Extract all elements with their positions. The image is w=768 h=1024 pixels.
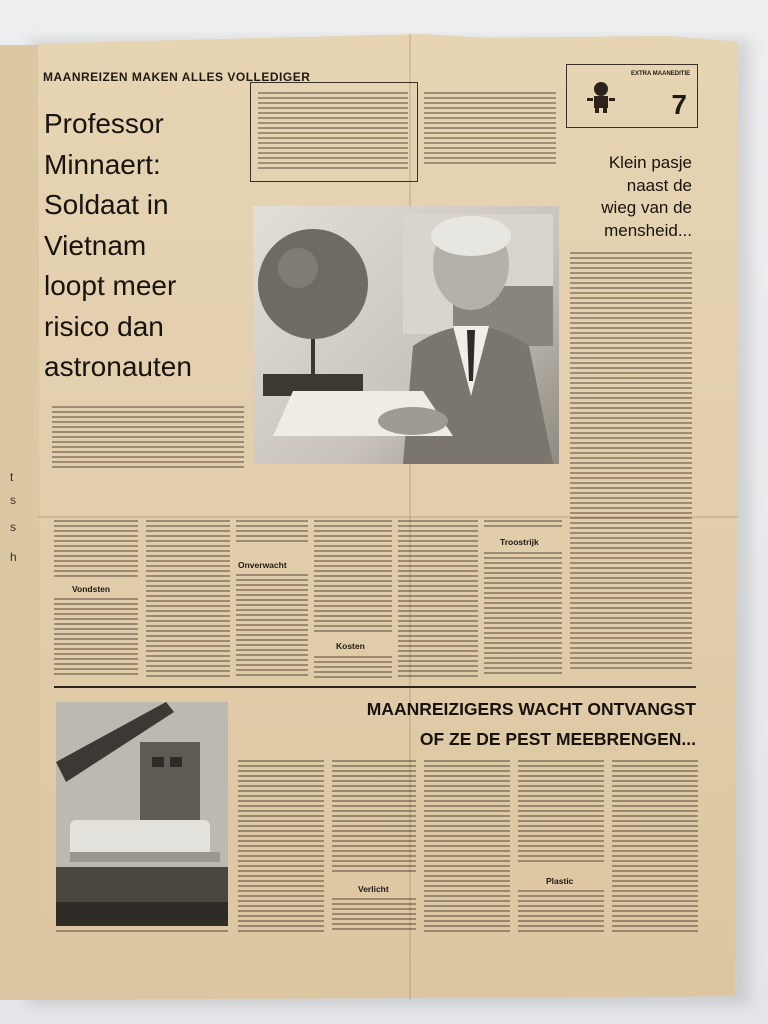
article-column xyxy=(314,656,392,682)
headline-line: loopt meer xyxy=(44,270,177,301)
bottom-article-column xyxy=(332,760,416,876)
professor-photo xyxy=(253,206,559,464)
headline-line: Soldaat in xyxy=(44,189,169,220)
section-label: EXTRA MAANEDITIE xyxy=(631,71,691,77)
sidebar-headline-line: wieg van de xyxy=(601,198,692,217)
subhead: Onverwacht xyxy=(238,560,287,570)
intro-text-right xyxy=(424,92,556,170)
sidebar-headline-line: Klein pasje xyxy=(608,153,692,172)
article-column xyxy=(236,574,308,680)
sidebar-text xyxy=(570,252,692,674)
article-column xyxy=(484,552,562,680)
bottom-article-column xyxy=(424,760,510,936)
subhead: Troostrijk xyxy=(500,537,539,547)
bottom-article-column xyxy=(612,760,698,936)
subhead: Verlicht xyxy=(358,884,389,894)
lead-text xyxy=(52,406,244,474)
ship-caption xyxy=(56,930,228,936)
headline-line: risico dan xyxy=(44,310,164,342)
bottom-headline-line: OF ZE DE PEST MEEBRENGEN... xyxy=(419,729,696,749)
main-headline xyxy=(44,104,244,388)
subhead: Kosten xyxy=(336,641,365,651)
article-column xyxy=(236,520,308,548)
sidebar-headline-line: mensheid... xyxy=(604,220,692,240)
astronaut-logo-icon xyxy=(585,79,617,113)
ship-photo xyxy=(56,702,228,926)
headline-line: Professor xyxy=(44,108,164,139)
bottom-article-column xyxy=(518,890,604,936)
page-number: 7 xyxy=(671,89,687,120)
subhead: Vondsten xyxy=(72,584,111,594)
bottom-article-column xyxy=(238,760,324,936)
article-column xyxy=(54,598,138,680)
article-column xyxy=(398,520,478,680)
article-column xyxy=(146,520,230,680)
headline-line: Minnaert: xyxy=(44,148,161,180)
subhead: Plastic xyxy=(546,876,574,886)
bottom-headline-line: MAANREIZIGERS WACHT ONTVANGST xyxy=(366,699,696,719)
kicker: MAANREIZEN MAKEN ALLES VOLLEDIGER xyxy=(43,70,311,84)
bottom-article-column xyxy=(332,898,416,936)
headline-line: Vietnam xyxy=(44,229,147,261)
sidebar-headline-line: naast de xyxy=(626,175,692,195)
sidebar-headline xyxy=(568,152,692,242)
article-column xyxy=(314,520,392,636)
back-page-edge: t s s h xyxy=(0,45,52,1000)
intro-text xyxy=(258,92,408,172)
bottom-article-column xyxy=(518,760,604,866)
article-column xyxy=(54,520,138,580)
headline-line: astronauten xyxy=(44,351,192,382)
bottom-headline xyxy=(330,694,696,754)
section-rule xyxy=(54,686,696,688)
section-box xyxy=(566,64,698,128)
article-column xyxy=(484,520,562,532)
